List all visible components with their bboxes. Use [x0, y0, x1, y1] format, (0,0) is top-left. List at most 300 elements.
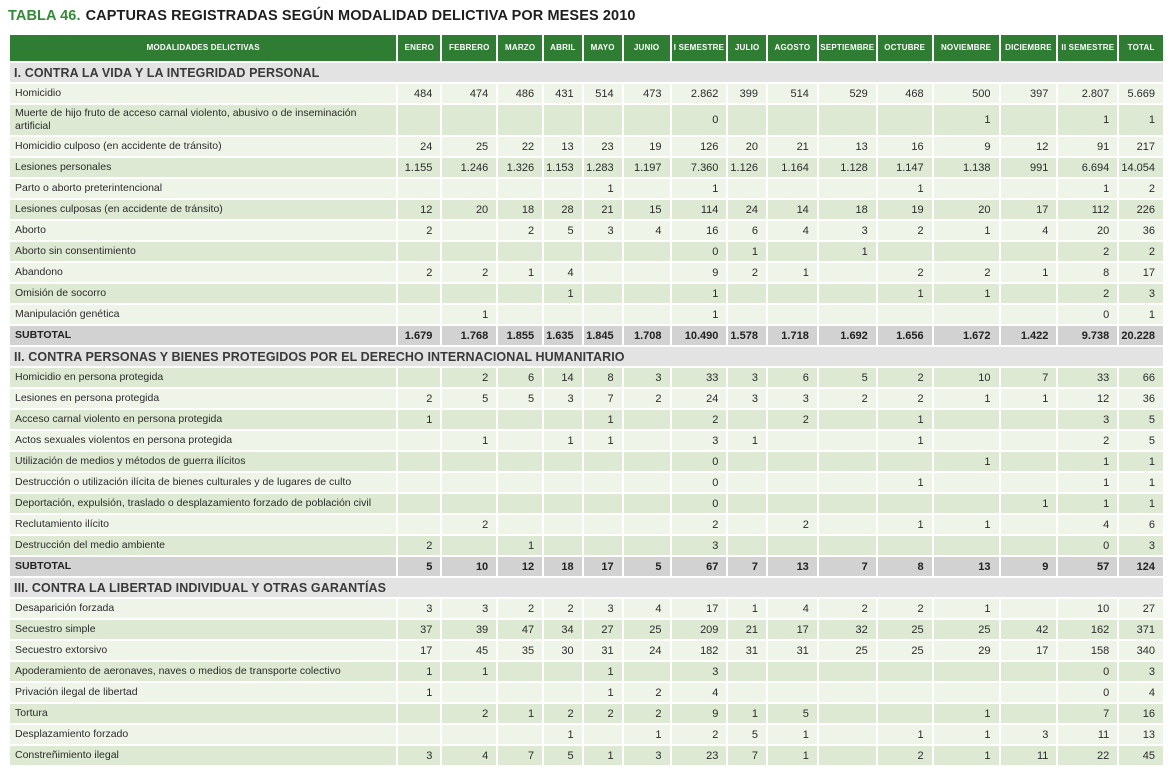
cell-value: 3 — [672, 431, 727, 450]
cell-value — [544, 179, 582, 198]
cell-value — [1001, 179, 1057, 198]
cell-value: 2 — [1058, 431, 1117, 450]
cell-value: 1 — [768, 746, 817, 765]
cell-value: 3 — [442, 599, 496, 618]
row-label: Parto o aborto preterintencional — [10, 179, 396, 198]
cell-value: 1 — [768, 725, 817, 744]
table-row — [10, 515, 1163, 534]
table-row — [10, 431, 1163, 450]
cell-value — [442, 221, 496, 240]
cell-value: 1 — [672, 284, 727, 303]
cell-value: 1 — [728, 704, 766, 723]
cell-value — [498, 452, 542, 471]
cell-value — [584, 494, 622, 513]
cell-value: 468 — [878, 84, 932, 103]
cell-value — [878, 452, 932, 471]
cell-value: 17 — [1119, 263, 1163, 282]
cell-value: 7 — [728, 557, 766, 576]
cell-value — [819, 263, 876, 282]
cell-value — [934, 242, 999, 261]
cell-value — [878, 305, 932, 324]
cell-value: 25 — [934, 620, 999, 639]
cell-value — [728, 410, 766, 429]
cell-value — [498, 305, 542, 324]
cell-value — [442, 494, 496, 513]
cell-value: 1.147 — [878, 158, 932, 177]
cell-value: 2 — [1058, 242, 1117, 261]
row-label: Reclutamiento ilícito — [10, 515, 396, 534]
cell-value: 9 — [1001, 557, 1057, 576]
cell-value — [819, 410, 876, 429]
table-row — [10, 452, 1163, 471]
table-row — [10, 84, 1163, 103]
cell-value: 1 — [672, 179, 727, 198]
subtotal-row — [10, 557, 1163, 576]
cell-value: 7.360 — [672, 158, 727, 177]
cell-value — [934, 431, 999, 450]
cell-value: 500 — [934, 84, 999, 103]
cell-value: 1 — [1058, 105, 1117, 135]
cell-value — [934, 179, 999, 198]
cell-value: 9.738 — [1058, 326, 1117, 345]
cell-value: 1 — [398, 410, 440, 429]
cell-value — [498, 105, 542, 135]
cell-value: 3 — [819, 221, 876, 240]
cell-value: 57 — [1058, 557, 1117, 576]
cell-value: 5 — [1119, 410, 1163, 429]
cell-value: 19 — [878, 200, 932, 219]
cell-value: 2 — [624, 683, 670, 702]
cell-value: 1.153 — [544, 158, 582, 177]
cell-value: 474 — [442, 84, 496, 103]
cell-value: 34 — [544, 620, 582, 639]
row-label: Secuestro extorsivo — [10, 641, 396, 660]
cell-value — [398, 704, 440, 723]
cell-value: 4 — [1001, 221, 1057, 240]
cell-value: 1 — [878, 431, 932, 450]
cell-value: 21 — [584, 200, 622, 219]
cell-value: 0 — [1058, 305, 1117, 324]
cell-value — [584, 452, 622, 471]
cell-value: 2 — [442, 368, 496, 387]
cell-value: 2 — [878, 746, 932, 765]
cell-value: 25 — [878, 620, 932, 639]
row-label: Privación ilegal de libertad — [10, 683, 396, 702]
table-row — [10, 662, 1163, 681]
cell-value: 7 — [1001, 368, 1057, 387]
cell-value: 1 — [442, 662, 496, 681]
cell-value: 3 — [768, 389, 817, 408]
cell-value — [584, 536, 622, 555]
cell-value — [728, 536, 766, 555]
cell-value: 4 — [672, 683, 727, 702]
table-row — [10, 368, 1163, 387]
row-label: Destrucción del medio ambiente — [10, 536, 396, 555]
cell-value: 25 — [819, 641, 876, 660]
cell-value: 1 — [544, 725, 582, 744]
cell-value: 1.718 — [768, 326, 817, 345]
cell-value — [728, 452, 766, 471]
cell-value: 16 — [672, 221, 727, 240]
cell-value: 36 — [1119, 221, 1163, 240]
cell-value — [398, 242, 440, 261]
cell-value — [442, 725, 496, 744]
cell-value: 1 — [544, 431, 582, 450]
cell-value: 0 — [672, 105, 727, 135]
cell-value: 3 — [672, 662, 727, 681]
cell-value — [498, 662, 542, 681]
cell-value: 1 — [1001, 263, 1057, 282]
cell-value: 4 — [768, 221, 817, 240]
cell-value: 2 — [728, 263, 766, 282]
cell-value: 1 — [1058, 179, 1117, 198]
cell-value — [584, 105, 622, 135]
cell-value: 1 — [498, 704, 542, 723]
cell-value — [442, 284, 496, 303]
cell-value: 1.155 — [398, 158, 440, 177]
table-row — [10, 389, 1163, 408]
cell-value: 7 — [819, 557, 876, 576]
cell-value: 399 — [728, 84, 766, 103]
cell-value — [819, 515, 876, 534]
column-header: ENERO — [398, 35, 440, 61]
row-label: Utilización de medios y métodos de guerra ilícitos — [10, 452, 396, 471]
cell-value: 5 — [819, 368, 876, 387]
table-row — [10, 179, 1163, 198]
cell-value — [442, 473, 496, 492]
cell-value: 12 — [1058, 389, 1117, 408]
cell-value: 1 — [498, 536, 542, 555]
row-label: Constreñimiento ilegal — [10, 746, 396, 765]
cell-value: 1 — [584, 746, 622, 765]
row-label: Desplazamiento forzado — [10, 725, 396, 744]
row-label: Acceso carnal violento en persona protegida — [10, 410, 396, 429]
cell-value: 2 — [498, 221, 542, 240]
cell-value: 2 — [819, 599, 876, 618]
cell-value — [819, 536, 876, 555]
cell-value: 2 — [442, 515, 496, 534]
cell-value — [398, 452, 440, 471]
cell-value: 24 — [624, 641, 670, 660]
cell-value: 36 — [1119, 389, 1163, 408]
cell-value: 2 — [672, 725, 727, 744]
row-label: Secuestro simple — [10, 620, 396, 639]
cell-value — [624, 452, 670, 471]
cell-value: 6 — [768, 368, 817, 387]
cell-value: 1 — [934, 389, 999, 408]
cell-value — [934, 662, 999, 681]
cell-value: 1.635 — [544, 326, 582, 345]
cell-value: 1 — [768, 263, 817, 282]
cell-value — [398, 725, 440, 744]
cell-value: 2 — [624, 704, 670, 723]
column-header-row — [10, 35, 1163, 61]
cell-value: 1 — [1001, 494, 1057, 513]
row-label: Apoderamiento de aeronaves, naves o medios de transporte colectivo — [10, 662, 396, 681]
cell-value — [768, 305, 817, 324]
cell-value: 124 — [1119, 557, 1163, 576]
cell-value — [584, 725, 622, 744]
cell-value: 45 — [1119, 746, 1163, 765]
subtotal-label: SUBTOTAL — [10, 326, 396, 345]
cell-value — [498, 284, 542, 303]
cell-value: 1 — [878, 515, 932, 534]
cell-value — [584, 263, 622, 282]
cell-value — [819, 746, 876, 765]
cell-value — [624, 410, 670, 429]
table-row — [10, 284, 1163, 303]
cell-value: 21 — [768, 137, 817, 156]
cell-value: 1 — [728, 599, 766, 618]
section-header: III. CONTRA LA LIBERTAD INDIVIDUAL Y OTRAS GARANTÍAS — [10, 578, 1163, 597]
cell-value: 158 — [1058, 641, 1117, 660]
cell-value: 2 — [878, 221, 932, 240]
cell-value — [498, 242, 542, 261]
cell-value — [819, 431, 876, 450]
cell-value: 397 — [1001, 84, 1057, 103]
cell-value: 2.807 — [1058, 84, 1117, 103]
cell-value: 33 — [1058, 368, 1117, 387]
table-row — [10, 158, 1163, 177]
cell-value — [1001, 105, 1057, 135]
table-row — [10, 410, 1163, 429]
cell-value — [442, 179, 496, 198]
cell-value: 3 — [544, 389, 582, 408]
cell-value — [768, 536, 817, 555]
cell-value: 3 — [1119, 662, 1163, 681]
column-header: ABRIL — [544, 35, 582, 61]
cell-value: 1 — [442, 431, 496, 450]
row-label: Aborto — [10, 221, 396, 240]
cell-value: 484 — [398, 84, 440, 103]
cell-value: 7 — [728, 746, 766, 765]
cell-value: 12 — [398, 200, 440, 219]
cell-value — [768, 662, 817, 681]
cell-value — [442, 105, 496, 135]
cell-value: 35 — [498, 641, 542, 660]
cell-value: 1.164 — [768, 158, 817, 177]
cell-value — [728, 683, 766, 702]
title-text: CAPTURAS REGISTRADAS SEGÚN MODALIDAD DELICTIVA POR MESES 2010 — [85, 8, 636, 24]
cell-value: 7 — [1058, 704, 1117, 723]
cell-value: 2 — [878, 389, 932, 408]
cell-value: 1 — [1119, 473, 1163, 492]
column-header: OCTUBRE — [878, 35, 932, 61]
table-row — [10, 221, 1163, 240]
cell-value — [768, 683, 817, 702]
cell-value: 0 — [672, 452, 727, 471]
table-row — [10, 536, 1163, 555]
cell-value: 25 — [878, 641, 932, 660]
cell-value — [624, 536, 670, 555]
cell-value — [819, 683, 876, 702]
cell-value: 10 — [442, 557, 496, 576]
cell-value: 2 — [544, 599, 582, 618]
cell-value: 16 — [878, 137, 932, 156]
cell-value: 3 — [728, 368, 766, 387]
cell-value — [878, 536, 932, 555]
cell-value: 0 — [1058, 662, 1117, 681]
cell-value — [624, 473, 670, 492]
cell-value: 217 — [1119, 137, 1163, 156]
section-header-row — [10, 63, 1163, 82]
cell-value: 3 — [728, 389, 766, 408]
table-row — [10, 473, 1163, 492]
cell-value: 514 — [768, 84, 817, 103]
cell-value: 18 — [819, 200, 876, 219]
cell-value: 22 — [1058, 746, 1117, 765]
cell-value: 18 — [544, 557, 582, 576]
row-label: Desaparición forzada — [10, 599, 396, 618]
cell-value: 32 — [819, 620, 876, 639]
cell-value — [768, 473, 817, 492]
cell-value: 22 — [498, 137, 542, 156]
table-row — [10, 242, 1163, 261]
cell-value — [498, 515, 542, 534]
cell-value: 3 — [1001, 725, 1057, 744]
cell-value: 14 — [544, 368, 582, 387]
page-title — [8, 8, 1165, 24]
cell-value: 10.490 — [672, 326, 727, 345]
cell-value — [768, 105, 817, 135]
cell-value: 15 — [624, 200, 670, 219]
cell-value — [498, 410, 542, 429]
cell-value: 20.228 — [1119, 326, 1163, 345]
cell-value — [544, 105, 582, 135]
cell-value: 12 — [498, 557, 542, 576]
cell-value — [584, 242, 622, 261]
row-label: Tortura — [10, 704, 396, 723]
cell-value: 8 — [584, 368, 622, 387]
cell-value: 126 — [672, 137, 727, 156]
cell-value: 2 — [878, 368, 932, 387]
cell-value — [442, 683, 496, 702]
cell-value: 4 — [624, 221, 670, 240]
table-row — [10, 620, 1163, 639]
cell-value: 10 — [1058, 599, 1117, 618]
cell-value — [934, 305, 999, 324]
cell-value: 29 — [934, 641, 999, 660]
cell-value: 1.246 — [442, 158, 496, 177]
cell-value: 10 — [934, 368, 999, 387]
cell-value: 5 — [398, 557, 440, 576]
cell-value: 2 — [624, 389, 670, 408]
cell-value: 13 — [934, 557, 999, 576]
cell-value — [768, 242, 817, 261]
section-header: I. CONTRA LA VIDA Y LA INTEGRIDAD PERSONAL — [10, 63, 1163, 82]
cell-value — [1001, 683, 1057, 702]
cell-value: 1 — [584, 431, 622, 450]
cell-value: 1 — [934, 105, 999, 135]
column-header: JULIO — [728, 35, 766, 61]
cell-value: 1.692 — [819, 326, 876, 345]
cell-value: 17 — [1001, 641, 1057, 660]
cell-value: 2 — [584, 704, 622, 723]
cell-value: 3 — [584, 221, 622, 240]
cell-value: 2 — [672, 515, 727, 534]
cell-value: 13 — [819, 137, 876, 156]
cell-value: 42 — [1001, 620, 1057, 639]
cell-value: 209 — [672, 620, 727, 639]
cell-value — [498, 683, 542, 702]
cell-value — [624, 179, 670, 198]
cell-value — [728, 515, 766, 534]
cell-value: 13 — [768, 557, 817, 576]
cell-value — [442, 536, 496, 555]
cell-value: 5 — [624, 557, 670, 576]
cell-value: 1.768 — [442, 326, 496, 345]
cell-value — [398, 473, 440, 492]
cell-value — [498, 725, 542, 744]
cell-value: 371 — [1119, 620, 1163, 639]
cell-value — [584, 284, 622, 303]
cell-value: 39 — [442, 620, 496, 639]
cell-value — [544, 410, 582, 429]
cell-value: 5 — [544, 746, 582, 765]
cell-value: 3 — [398, 746, 440, 765]
row-label: Deportación, expulsión, traslado o desplazamiento forzado de población civil — [10, 494, 396, 513]
cell-value — [768, 431, 817, 450]
cell-value — [498, 473, 542, 492]
cell-value — [819, 494, 876, 513]
column-header: FEBRERO — [442, 35, 496, 61]
cell-value — [728, 284, 766, 303]
cell-value: 1.845 — [584, 326, 622, 345]
cell-value: 514 — [584, 84, 622, 103]
cell-value: 1.197 — [624, 158, 670, 177]
cell-value — [442, 452, 496, 471]
cell-value: 2 — [398, 263, 440, 282]
cell-value — [728, 494, 766, 513]
cell-value: 2 — [819, 389, 876, 408]
cell-value: 1 — [878, 473, 932, 492]
cell-value: 1.128 — [819, 158, 876, 177]
cell-value — [498, 431, 542, 450]
cell-value: 31 — [728, 641, 766, 660]
cell-value: 24 — [672, 389, 727, 408]
cell-value: 4 — [624, 599, 670, 618]
table-row — [10, 305, 1163, 324]
cell-value: 4 — [544, 263, 582, 282]
cell-value: 1 — [728, 431, 766, 450]
cell-value: 2 — [934, 263, 999, 282]
cell-value: 1.326 — [498, 158, 542, 177]
cell-value: 8 — [878, 557, 932, 576]
cell-value: 28 — [544, 200, 582, 219]
cell-value: 3 — [1058, 410, 1117, 429]
cell-value: 1.672 — [934, 326, 999, 345]
cell-value: 1 — [1119, 494, 1163, 513]
cell-value — [624, 515, 670, 534]
cell-value: 14.054 — [1119, 158, 1163, 177]
cell-value: 1 — [934, 284, 999, 303]
cell-value: 1.283 — [584, 158, 622, 177]
cell-value: 6.694 — [1058, 158, 1117, 177]
cell-value: 23 — [584, 137, 622, 156]
cell-value — [544, 515, 582, 534]
cell-value — [624, 284, 670, 303]
row-label: Lesiones personales — [10, 158, 396, 177]
cell-value: 0 — [672, 473, 727, 492]
cell-value — [398, 368, 440, 387]
cell-value: 1 — [584, 683, 622, 702]
cell-value: 25 — [624, 620, 670, 639]
cell-value: 1 — [934, 746, 999, 765]
cell-value — [1001, 704, 1057, 723]
cell-value — [624, 105, 670, 135]
cell-value: 1.708 — [624, 326, 670, 345]
cell-value: 17 — [1001, 200, 1057, 219]
